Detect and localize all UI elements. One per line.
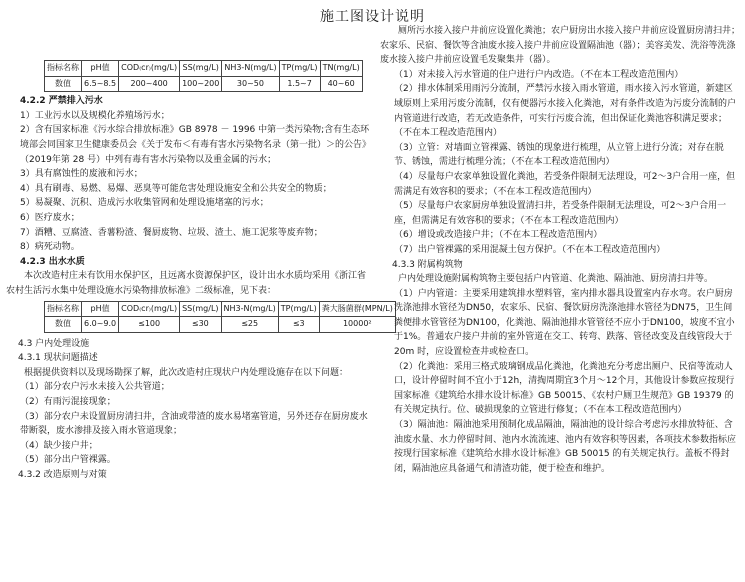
paragraph: （3）隔油池：隔油池采用预制化成品隔油，隔油池的设计综合考虑污水排放特征、含油废水量、水力停留时间、池内水流流速、池内有效容积等因素，各项技术参数指标应按现行国家标准《建筑给水排水设计标准》GB 50015 的有关规定执行。盖板不得封闭，隔油池应具备通气和清渣功能，便于检查和维护。 xyxy=(394,420,737,474)
left-column xyxy=(6,24,393,483)
paragraph: （1）对未接入污水管道的住户进行户内改造。（不在本工程改造范围内） xyxy=(394,69,684,80)
table-cell: 6.0~9.0 xyxy=(82,317,119,333)
paragraph: （1）部分农户污水未接入公共管道； xyxy=(20,382,170,393)
effluent-quality-table xyxy=(44,301,396,333)
paragraph: 3）具有腐蚀性的废液和污水； xyxy=(20,169,143,180)
table-cell: 数值 xyxy=(45,317,82,333)
paragraph: 根据提供资料以及现场勘探了解，此次改造村庄现状户内处理设施存在以下问题： xyxy=(24,367,349,378)
table-cell: 6.5~8.5 xyxy=(82,76,119,92)
paragraph: 厕所污水接入接户井前应设置化粪池；农户厨房出水接入接户井前应设置厨房清扫井；农家乐、民宿、餐饮等含油废水接入接户井前应设置隔油池（器）；美容美发、洗浴等洗涤废水接入接户井前应设置毛发聚集井（器）。 xyxy=(380,26,741,66)
table-cell: ≤3 xyxy=(278,317,319,333)
paragraph: （2）化粪池：采用三格式玻璃钢成品化粪池，化粪池充分考虑出厕户、民宿等流动人口，设计停留时间不宜小于12h，清掏周期宜3个月～12个月，其他设计参数应按现行国家标准《建筑给水排水设计标准》GB 50015、《农村户厕卫生规范》GB 19379 的有关规定执行。位、破损现象的立管进行修复；（不在本工程改造范围内） xyxy=(394,361,735,416)
paragraph: 7）酒糟、豆腐渣、香薯粉渣、餐厨废物、垃圾、渣土、施工泥浆等废弃物； xyxy=(20,227,323,238)
section-heading-4-3-1: 4.3.1 现状问题描述 xyxy=(18,353,98,364)
table-cell: 1.5~7 xyxy=(279,76,320,92)
paragraph: 1）工业污水以及规模化养殖场污水； xyxy=(20,110,170,121)
table-row xyxy=(45,76,363,92)
section-heading-4-3-2: 4.3.2 改造原则与对策 xyxy=(18,470,107,481)
paragraph: 8）病死动物。 xyxy=(20,242,80,253)
paragraph: （1）户内管道：主要采用建筑排水塑料管，室内排水器具设置室内存水弯。农户厨房洗涤池排水管径为DN50，农家乐、民宿、餐饮厨房洗涤池排水管径为DN75，卫生间粪便排水管管径为DN100，化粪池、隔油池排水管管径不应小于DN100，坡度不宜小于1%。普通农户接户井前的室外管道在交工、转弯、跌落、管径改变及直线管段大于20m 时，应设置检查井或检查口。 xyxy=(394,288,735,358)
table-cell: ≤100 xyxy=(119,317,180,333)
paragraph: 4）具有刷毒、易燃、易爆、恶臭等可能危害处理设施安全和公共安全的物质； xyxy=(20,183,332,194)
table-row xyxy=(45,317,396,333)
table-cell: 粪大肠菌群(MPN/L) xyxy=(319,301,395,317)
table-cell: pH值 xyxy=(82,61,119,77)
paragraph: 本次改造村庄未有饮用水保护区，且远离水资源保护区，设计出水水质均采用《浙江省农村生活污水集中处理设施水污染物排放标准》二级标准，见下表： xyxy=(6,271,367,296)
table-cell: SS(mg/L) xyxy=(180,61,222,77)
paragraph: （3）部分农户未设置厨房清扫井，含油或带渣的废水易堵塞管道，另外还存在厨房废水带断裂，废水渗排及接入雨水管道现象； xyxy=(20,411,368,437)
table-cell: TP(mg/L) xyxy=(278,301,319,317)
table-cell: pH值 xyxy=(82,301,119,317)
table-cell: 200~400 xyxy=(119,76,180,92)
paragraph: （4）尽量每户农家单独设置化粪池，若受条件限制无法理设，可2～3户合用一座，但需满足有效容积的要求；（不在本工程改造范围内） xyxy=(394,171,736,197)
table-cell: 30~50 xyxy=(222,76,279,92)
paragraph: （3）立管：对墙面立管裸露、锈蚀的现象进行梳理，从立管上进行分流；对存在脱节、锈蚀，需进行梳理分流；（不在本工程改造范围内） xyxy=(394,142,724,168)
table-cell: NH3-N(mg/L) xyxy=(222,61,279,77)
table-cell: 40~60 xyxy=(320,76,362,92)
paragraph: （4）缺少接户井； xyxy=(20,440,98,451)
table-cell: NH3-N(mg/L) xyxy=(221,301,278,317)
table-cell: ≤25 xyxy=(221,317,278,333)
paragraph: 6）医疗废水； xyxy=(20,212,80,223)
page-title: 施工图设计说明 xyxy=(320,9,425,25)
paragraph: 5）易凝聚、沉积、造成污水收集管网和处理设施堵塞的污水； xyxy=(20,198,269,209)
paragraph: 2）含有国家标准《污水综合排放标准》GB 8978 － 1996 中第一类污染物;含有生态环境部会同国家卫生健康委员会《关于发布＜有毒有害水污染物名录（第一批）＞的公告》（2019年第 28 号）中列有毒有害水污染物以及重金属的污水； xyxy=(20,125,372,165)
table-cell: 指标名称 xyxy=(45,61,82,77)
table-cell: 10000² xyxy=(319,317,395,333)
table-cell: COD₍cr₎(mg/L) xyxy=(119,61,180,77)
table-cell: COD₍cr₎(mg/L) xyxy=(119,301,180,317)
table-header-row xyxy=(45,301,396,317)
paragraph: （2）有雨污混接现象； xyxy=(20,397,116,408)
paragraph: （5）部分出户管裸露。 xyxy=(20,455,116,466)
table-header-row xyxy=(45,61,363,77)
paragraph: （2）排水体制采用雨污分流制，严禁污水接入雨水管道，雨水接入污水管道，新建区域原则上采用污废分流制，仅有便器污水接入化粪池，对有条件改造为污废分流制的户内管道进行改造，若无改造条件，可实行污废合流，但出保证化粪池容积满足要求；（不在本工程改造范围内） xyxy=(394,84,737,139)
section-heading-4-2-3: 4.2.3 出水水质 xyxy=(20,256,85,267)
section-heading-4-3-3: 4.3.3 附属构筑物 xyxy=(392,259,463,270)
table-cell: TN(mg/L) xyxy=(320,61,362,77)
table-cell: 指标名称 xyxy=(45,301,82,317)
section-heading-4-3: 4.3 户内处理设施 xyxy=(18,338,90,349)
paragraph: （7）出户管裸露的采用混凝土包方保护。（不在本工程改造范围内） xyxy=(394,244,666,255)
paragraph: 户内处理设施附属构筑物主要包括户内管道、化粪池、隔油池、厨房清扫井等。 xyxy=(398,274,714,285)
paragraph: （5）尽量每户农家厨房单独设置清扫井，若受条件限制无法理设，可2～3户合用一座，但需满足有效容积的要求；（不在本工程改造范围内） xyxy=(394,201,727,226)
table-cell: 100~200 xyxy=(180,76,222,92)
table-cell: TP(mg/L) xyxy=(279,61,320,77)
table-cell: ≤30 xyxy=(180,317,221,333)
paragraph: （6）增设或改造接户井；（不在本工程改造范围内） xyxy=(394,230,603,241)
table-cell: 数值 xyxy=(45,76,82,92)
influent-quality-table xyxy=(44,60,363,92)
table-cell: SS(mg/L) xyxy=(180,301,221,317)
right-column xyxy=(380,24,740,476)
section-heading-4-2-2: 4.2.2 严禁排入污水 xyxy=(20,96,103,107)
